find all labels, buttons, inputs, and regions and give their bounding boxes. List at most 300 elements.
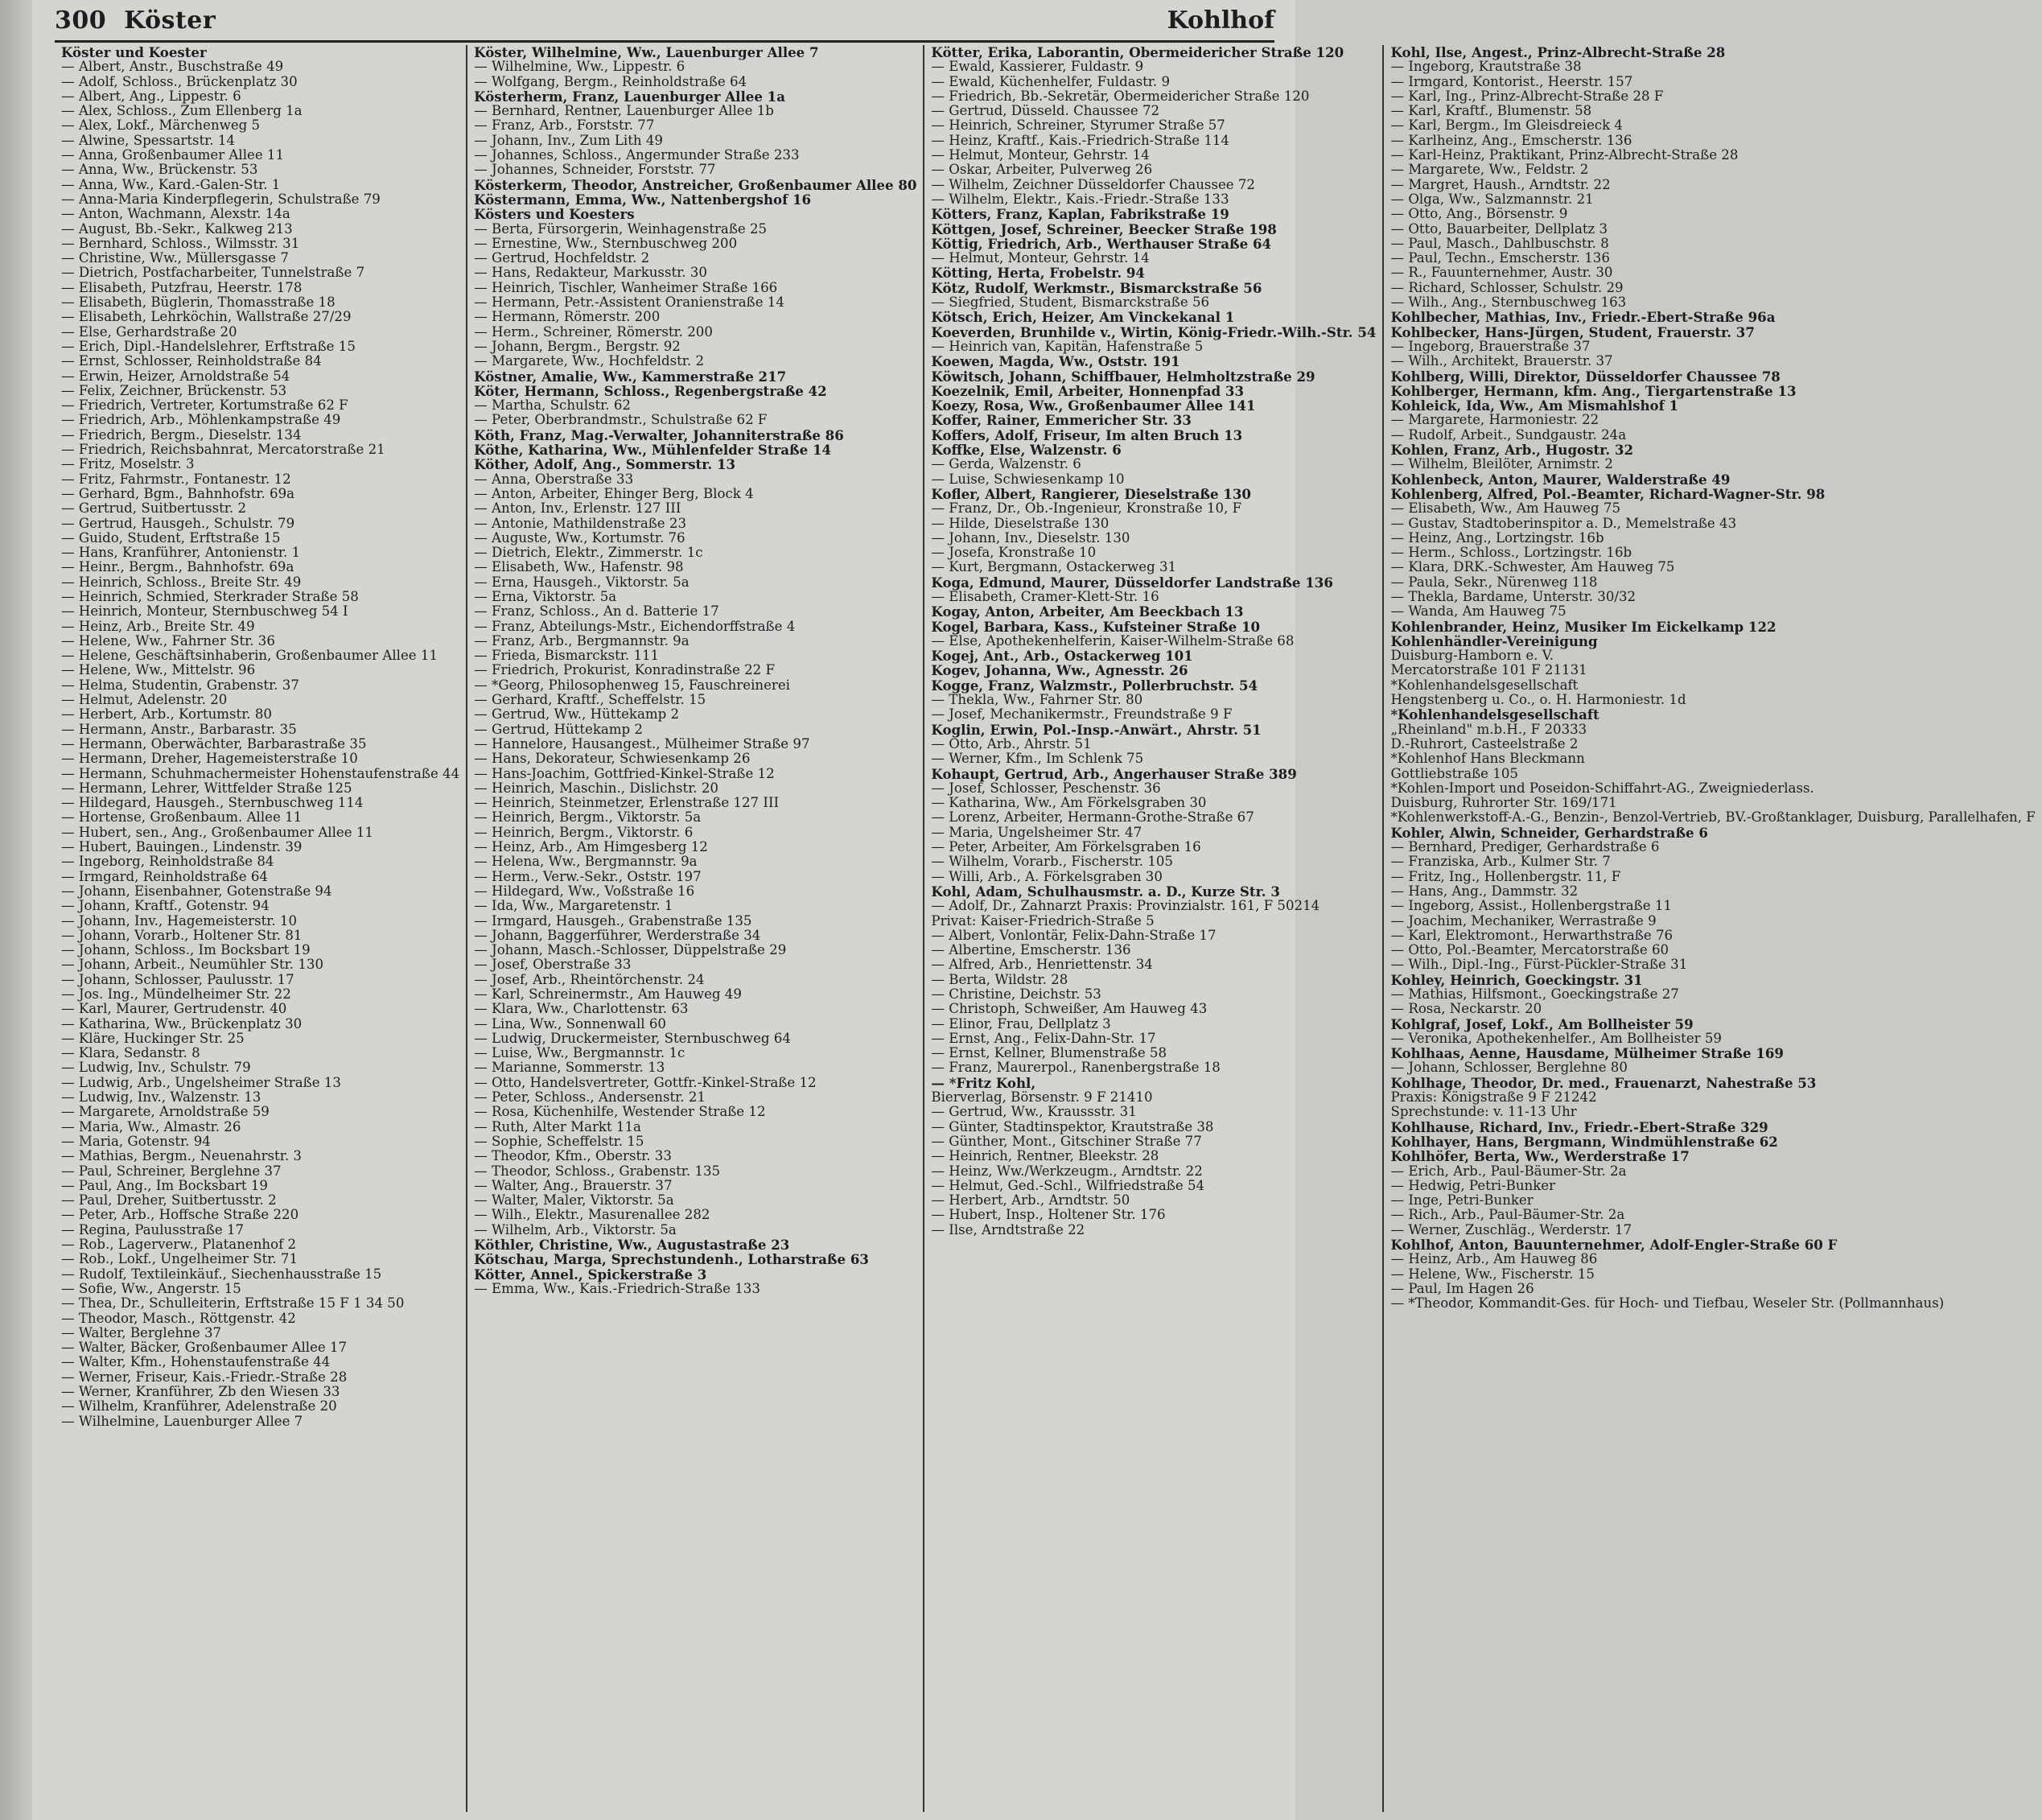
directory-heading: Kötters, Franz, Kaplan, Fabrikstraße 19 bbox=[931, 206, 1229, 223]
directory-entry: — Friedrich, Prokurist, Konradinstraße 22 F bbox=[474, 662, 775, 678]
column-2 bbox=[467, 45, 924, 1812]
directory-entry: — Sophie, Scheffelstr. 15 bbox=[474, 1133, 644, 1149]
directory-entry: — Paul, Schreiner, Berglehne 37 bbox=[61, 1163, 282, 1179]
directory-entry: — Ingeborg, Brauerstraße 37 bbox=[1390, 338, 1591, 354]
directory-entry: — Joachim, Mechaniker, Werrastraße 9 bbox=[1390, 912, 1657, 929]
directory-entry: „Rheinland" m.b.H., F 20333 bbox=[1390, 721, 1587, 737]
directory-heading: Kogev, Johanna, Ww., Agnesstr. 26 bbox=[931, 662, 1188, 679]
directory-heading: Kohlenbeck, Anton, Maurer, Walderstraße 49 bbox=[1390, 471, 1731, 488]
directory-entry: — Elisabeth, Cramer-Klett-Str. 16 bbox=[931, 588, 1159, 604]
directory-entry: — Sofie, Ww., Angerstr. 15 bbox=[61, 1280, 241, 1296]
directory-entry: — Walter, Berglehne 37 bbox=[61, 1324, 222, 1340]
directory-heading: Kohlberg, Willi, Direktor, Düsseldorfer Chaussee 78 bbox=[1390, 368, 1781, 385]
directory-entry: — Johann, Vorarb., Holtener Str. 81 bbox=[61, 927, 303, 943]
directory-entry: — Irmgard, Kontorist., Heerstr. 157 bbox=[1390, 73, 1633, 89]
directory-entry: — Walter, Ang., Brauerstr. 37 bbox=[474, 1177, 673, 1193]
directory-entry: — Johann, Inv., Dieselstr. 130 bbox=[931, 529, 1130, 546]
directory-entry: — Bernhard, Schloss., Wilmsstr. 31 bbox=[61, 235, 300, 251]
directory-heading: Kohlhof, Anton, Bauunternehmer, Adolf-Engler-Straße 60 F bbox=[1390, 1237, 1838, 1254]
directory-entry: — R., Fauunternehmer, Austr. 30 bbox=[1390, 265, 1613, 281]
directory-entry: — Hans, Ang., Dammstr. 32 bbox=[1390, 883, 1579, 899]
directory-entry: — Wilhelmine, Lauenburger Allee 7 bbox=[61, 1413, 303, 1429]
directory-entry: — Irmgard, Reinholdstraße 64 bbox=[61, 868, 268, 884]
directory-entry: — Paul, Dreher, Suitbertusstr. 2 bbox=[61, 1192, 277, 1209]
directory-heading: Kohlen, Franz, Arb., Hugostr. 32 bbox=[1390, 442, 1633, 459]
directory-heading: Koffke, Else, Walzenstr. 6 bbox=[931, 442, 1122, 459]
directory-entry: — Helmut, Adelenstr. 20 bbox=[61, 692, 228, 708]
directory-entry: Hengstenberg u. Co., o. H. Harmoniestr. 1d bbox=[1390, 692, 1686, 708]
directory-heading: Köthe, Katharina, Ww., Mühlenfelder Straße 14 bbox=[474, 442, 832, 459]
directory-heading: Köster, Wilhelmine, Ww., Lauenburger Allee 7 bbox=[474, 44, 819, 60]
directory-entry: — *Georg, Philosophenweg 15, Fauschreinerei bbox=[474, 677, 790, 693]
directory-entry: — Alwine, Spessartstr. 14 bbox=[61, 132, 236, 148]
directory-entry: — Josef, Arb., Rheintörchenstr. 24 bbox=[474, 971, 705, 987]
directory-entry: — Heinrich, Bergm., Viktorstr. 5a bbox=[474, 809, 702, 826]
directory-entry: *Kohlenwerkstoff-A.-G., Benzin-, Benzol-Vertrieb, BV.-Großtanklager, Duisburg, Parallelhafen, F bbox=[1390, 809, 2036, 826]
directory-entry: — Elisabeth, Ww., Hafenstr. 98 bbox=[474, 559, 684, 575]
directory-entry: — Anna, Ww., Brückenstr. 53 bbox=[61, 162, 258, 178]
directory-entry: — Peter, Arbeiter, Am Förkelsgraben 16 bbox=[931, 839, 1201, 855]
directory-entry: — Irmgard, Hausgeh., Grabenstraße 135 bbox=[474, 912, 752, 929]
directory-entry: — Helma, Studentin, Grabenstr. 37 bbox=[61, 677, 299, 693]
directory-entry: — *Theodor, Kommandit-Ges. für Hoch- und Tiefbau, Weseler Str. (Pollmannhaus) bbox=[1390, 1295, 1945, 1311]
directory-entry: — Johann, Schloss., Im Bocksbart 19 bbox=[61, 942, 311, 958]
directory-heading: Kösterherm, Franz, Lauenburger Allee 1a bbox=[474, 88, 785, 105]
directory-entry: — Erich, Dipl.-Handelslehrer, Erftstraße 15 bbox=[61, 338, 356, 354]
directory-entry: — Paul, Im Hagen 26 bbox=[1390, 1280, 1534, 1296]
directory-entry: — Heinr., Bergm., Bahnhofstr. 69a bbox=[61, 559, 294, 575]
directory-entry: — Richard, Schlosser, Schulstr. 29 bbox=[1390, 279, 1624, 295]
directory-entry: — Karl, Schreinermstr., Am Hauweg 49 bbox=[474, 986, 742, 1002]
directory-entry: — Hermann, Römerstr. 200 bbox=[474, 309, 661, 325]
directory-heading: Köter, Hermann, Schloss., Regenbergstraße 42 bbox=[474, 382, 827, 399]
directory-entry: — Karl, Ing., Prinz-Albrecht-Straße 28 F bbox=[1390, 88, 1664, 104]
directory-entry: — Werner, Friseur, Kais.-Friedr.-Straße 28 bbox=[61, 1369, 348, 1385]
directory-entry: — Lorenz, Arbeiter, Hermann-Grothe-Straße 67 bbox=[931, 809, 1254, 826]
directory-entry: — Ernst, Schlosser, Reinholdstraße 84 bbox=[61, 353, 322, 369]
header-left bbox=[55, 6, 233, 35]
column-3 bbox=[924, 45, 1384, 1812]
directory-entry: — Christoph, Schweißer, Am Hauweg 43 bbox=[931, 1001, 1208, 1017]
directory-heading: Köstner, Amalie, Ww., Kammerstraße 217 bbox=[474, 368, 787, 385]
directory-entry: — Heinz, Arb., Am Himgesberg 12 bbox=[474, 839, 708, 855]
directory-entry: — August, Bb.-Sekr., Kalkweg 213 bbox=[61, 220, 293, 237]
directory-entry: — Alfred, Arb., Henriettenstr. 34 bbox=[931, 957, 1153, 973]
directory-entry: — Werner, Kranführer, Zb den Wiesen 33 bbox=[61, 1384, 340, 1400]
directory-heading: Kohlenhändler-Vereinigung bbox=[1390, 632, 1598, 649]
directory-entry: — Johann, Inv., Hagemeisterstr. 10 bbox=[61, 912, 298, 929]
directory-entry: — Adolf, Dr., Zahnarzt Praxis: Provinzialstr. 161, F 50214 bbox=[931, 898, 1320, 914]
directory-entry: — Oskar, Arbeiter, Pulverweg 26 bbox=[931, 162, 1153, 178]
directory-entry: — Wilhelm, Zeichner Düsseldorfer Chaussee 72 bbox=[931, 176, 1255, 192]
directory-entry: — Otto, Bauarbeiter, Dellplatz 3 bbox=[1390, 220, 1608, 237]
directory-entry: Duisburg, Ruhrorter Str. 169/171 bbox=[1390, 795, 1617, 811]
directory-heading: Kogge, Franz, Walzmstr., Pollerbruchstr. 54 bbox=[931, 677, 1258, 694]
directory-entry: — Hans, Kranführer, Antonienstr. 1 bbox=[61, 545, 301, 561]
directory-entry: — Erwin, Heizer, Arnoldstraße 54 bbox=[61, 368, 290, 384]
directory-entry: — Heinrich, Tischler, Wanheimer Straße 166 bbox=[474, 279, 778, 295]
directory-entry: — Hermann, Anstr., Barbarastr. 35 bbox=[61, 721, 297, 737]
directory-entry: — Anna, Oberstraße 33 bbox=[474, 471, 634, 487]
directory-heading: Köther, Adolf, Ang., Sommerstr. 13 bbox=[474, 456, 736, 473]
directory-entry: — Hedwig, Petri-Bunker bbox=[1390, 1177, 1556, 1193]
directory-heading: Kohlgraf, Josef, Lokf., Am Bollheister 59 bbox=[1390, 1015, 1694, 1032]
directory-entry: — Bernhard, Prediger, Gerhardstraße 6 bbox=[1390, 839, 1660, 855]
directory-entry: — Johann, Schlosser, Paulusstr. 17 bbox=[61, 971, 294, 987]
directory-entry: — Emma, Ww., Kais.-Friedrich-Straße 133 bbox=[474, 1280, 760, 1296]
directory-entry: — Ingeborg, Reinholdstraße 84 bbox=[61, 854, 274, 870]
page-binding-shadow bbox=[0, 0, 32, 1820]
directory-entry: — Hildegard, Hausgeh., Sternbuschweg 114 bbox=[61, 795, 364, 811]
directory-entry: — Otto, Arb., Ahrstr. 51 bbox=[931, 735, 1092, 751]
directory-entry: — Ilse, Arndtstraße 22 bbox=[931, 1221, 1085, 1237]
directory-entry: — Katharina, Ww., Brückenplatz 30 bbox=[61, 1015, 303, 1031]
directory-entry: — Rudolf, Textileinkäuf., Siechenhausstraße 15 bbox=[61, 1266, 382, 1282]
directory-heading: Koffers, Adolf, Friseur, Im alten Bruch 13 bbox=[931, 426, 1243, 443]
directory-entry: — Antonie, Mathildenstraße 23 bbox=[474, 515, 687, 531]
directory-entry: — Ernestine, Ww., Sternbuschweg 200 bbox=[474, 235, 738, 251]
directory-entry: — Heinrich, Monteur, Sternbuschweg 54 I bbox=[61, 603, 348, 620]
directory-entry: — Luise, Ww., Bergmannstr. 1c bbox=[474, 1045, 685, 1061]
directory-entry: Mercatorstraße 101 F 21131 bbox=[1390, 662, 1587, 678]
directory-entry: — Helene, Ww., Fahrner Str. 36 bbox=[61, 632, 275, 649]
directory-entry: — Heinz, Arb., Am Hauweg 86 bbox=[1390, 1251, 1598, 1267]
directory-entry: — Günther, Mont., Gitschiner Straße 77 bbox=[931, 1133, 1202, 1149]
directory-entry: — Else, Apothekenhelferin, Kaiser-Wilhelm-Straße 68 bbox=[931, 632, 1295, 649]
directory-entry: — Ludwig, Inv., Walzenstr. 13 bbox=[61, 1089, 261, 1106]
directory-heading: Kohlenberg, Alfred, Pol.-Beamter, Richard-Wagner-Str. 98 bbox=[1390, 485, 1826, 502]
directory-entry: — Josef, Oberstraße 33 bbox=[474, 957, 632, 973]
directory-entry: — Klara, Ww., Charlottenstr. 63 bbox=[474, 1001, 689, 1017]
directory-entry: — Erna, Hausgeh., Viktorstr. 5a bbox=[474, 574, 690, 590]
directory-entry: — Inge, Petri-Bunker bbox=[1390, 1192, 1534, 1209]
directory-entry: — Walter, Bäcker, Großenbaumer Allee 17 bbox=[61, 1340, 348, 1356]
directory-entry: Sprechstunde: v. 11-13 Uhr bbox=[1390, 1104, 1577, 1120]
directory-entry: — Dietrich, Postfacharbeiter, Tunnelstraße 7 bbox=[61, 265, 365, 281]
directory-entry: — Helena, Ww., Bergmannstr. 9a bbox=[474, 854, 698, 870]
directory-heading: Köttig, Friedrich, Arb., Werthauser Straße 64 bbox=[931, 235, 1272, 252]
directory-entry: — Johann, Baggerführer, Werderstraße 34 bbox=[474, 927, 761, 943]
directory-entry: — Franz, Arb., Forststr. 77 bbox=[474, 117, 655, 134]
directory-entry: — Berta, Fürsorgerin, Weinhagenstraße 25 bbox=[474, 220, 768, 237]
directory-entry: — Klara, DRK.-Schwester, Am Hauweg 75 bbox=[1390, 559, 1675, 575]
directory-heading: Kohlbecher, Mathias, Inv., Friedr.-Ebert-Straße 96a bbox=[1390, 309, 1776, 326]
directory-entry: Bierverlag, Börsenstr. 9 F 21410 bbox=[931, 1089, 1153, 1106]
directory-entry: Praxis: Königstraße 9 F 21242 bbox=[1390, 1089, 1597, 1106]
directory-entry: — Friedrich, Reichsbahnrat, Mercatorstraße 21 bbox=[61, 442, 385, 458]
directory-heading: Kötsch, Erich, Heizer, Am Vinckekanal 1 bbox=[931, 309, 1235, 326]
header-keyword-left: Köster bbox=[124, 6, 216, 35]
directory-entry: — Thekla, Ww., Fahrner Str. 80 bbox=[931, 692, 1143, 708]
directory-heading: Kösterkerm, Theodor, Anstreicher, Großenbaumer Allee 80 bbox=[474, 176, 917, 193]
directory-entry: — Erich, Arb., Paul-Bäumer-Str. 2a bbox=[1390, 1163, 1627, 1179]
directory-entry: — Karl, Maurer, Gertrudenstr. 40 bbox=[61, 1001, 287, 1017]
directory-entry: — Anton, Wachmann, Alexstr. 14a bbox=[61, 206, 290, 222]
directory-entry: — Johann, Inv., Zum Lith 49 bbox=[474, 132, 663, 148]
directory-entry: — Gerhard, Bgm., Bahnhofstr. 69a bbox=[61, 485, 295, 501]
directory-entry: — Otto, Pol.-Beamter, Mercatorstraße 60 bbox=[1390, 942, 1669, 958]
directory-entry: — Fritz, Fahrmstr., Fontanestr. 12 bbox=[61, 471, 291, 487]
directory-entry: — Josef, Mechanikermstr., Freundstraße 9 F bbox=[931, 706, 1233, 723]
directory-entry: — Albert, Anstr., Buschstraße 49 bbox=[61, 59, 284, 75]
directory-entry: — Hilde, Dieselstraße 130 bbox=[931, 515, 1110, 531]
directory-entry: — Gertrud, Suitbertusstr. 2 bbox=[61, 500, 247, 517]
directory-entry: — Walter, Kfm., Hohenstaufenstraße 44 bbox=[61, 1354, 331, 1370]
directory-heading: Köthler, Christine, Ww., Augustastraße 23 bbox=[474, 1237, 790, 1254]
directory-entry: — Olga, Ww., Salzmannstr. 21 bbox=[1390, 191, 1594, 207]
directory-entry: — Gertrud, Hochfeldstr. 2 bbox=[474, 250, 650, 266]
directory-heading: Köwitsch, Johann, Schiffbauer, Helmholtzstraße 29 bbox=[931, 368, 1315, 385]
directory-entry: — Wilh., Elektr., Masurenallee 282 bbox=[474, 1207, 710, 1223]
directory-entry: — Theodor, Kfm., Oberstr. 33 bbox=[474, 1148, 672, 1164]
directory-entry: — Helmut, Monteur, Gehrstr. 14 bbox=[931, 147, 1150, 163]
directory-entry: — Elinor, Frau, Dellplatz 3 bbox=[931, 1015, 1111, 1031]
directory-entry: — Heinrich, Schloss., Breite Str. 49 bbox=[61, 574, 302, 590]
directory-entry: — Gustav, Stadtoberinspitor a. D., Memelstraße 43 bbox=[1390, 515, 1737, 531]
directory-entry: — Karlheinz, Ang., Emscherstr. 136 bbox=[1390, 132, 1632, 148]
directory-entry: — Paul, Techn., Emscherstr. 136 bbox=[1390, 250, 1610, 266]
directory-heading: Kötting, Herta, Frobelstr. 94 bbox=[931, 265, 1145, 282]
directory-entry: — Theodor, Masch., Röttgenstr. 42 bbox=[61, 1310, 296, 1326]
directory-entry: — Heinrich, Bergm., Viktorstr. 6 bbox=[474, 824, 694, 840]
directory-entry: — Heinz, Ww./Werkzeugm., Arndtstr. 22 bbox=[931, 1163, 1203, 1179]
directory-entry: — Ernst, Ang., Felix-Dahn-Str. 17 bbox=[931, 1030, 1156, 1046]
directory-entry: — Helene, Geschäftsinhaberin, Großenbaumer Allee 11 bbox=[61, 648, 438, 664]
directory-entry: — Elisabeth, Ww., Am Hauweg 75 bbox=[1390, 500, 1620, 517]
directory-entry: — Siegfried, Student, Bismarckstraße 56 bbox=[931, 294, 1210, 311]
directory-columns bbox=[55, 44, 2036, 1812]
directory-entry: — Paul, Masch., Dahlbuschstr. 8 bbox=[1390, 235, 1609, 251]
directory-entry: — Herbert, Arb., Kortumstr. 80 bbox=[61, 706, 272, 723]
directory-entry: — Felix, Zeichner, Brückenstr. 53 bbox=[61, 382, 287, 398]
directory-heading: Kohlbecker, Hans-Jürgen, Student, Frauerstr. 37 bbox=[1390, 323, 1755, 340]
directory-entry: — Thekla, Bardame, Unterstr. 30/32 bbox=[1390, 588, 1636, 604]
directory-entry: — Friedrich, Vertreter, Kortumstraße 62 F bbox=[61, 397, 348, 414]
column-1 bbox=[55, 45, 467, 1812]
directory-entry: — Maria, Ungelsheimer Str. 47 bbox=[931, 824, 1142, 840]
directory-entry: — Heinrich, Steinmetzer, Erlenstraße 127 III bbox=[474, 795, 780, 811]
directory-entry: — Albert, Vonlontär, Felix-Dahn-Straße 17 bbox=[931, 927, 1217, 943]
directory-entry: — Margarete, Ww., Feldstr. 2 bbox=[1390, 162, 1589, 178]
directory-entry: — Helene, Ww., Mittelstr. 96 bbox=[61, 662, 256, 678]
directory-entry: — Anton, Inv., Erlenstr. 127 III bbox=[474, 500, 681, 517]
directory-entry: — Berta, Wildstr. 28 bbox=[931, 971, 1068, 987]
directory-entry: — Else, Gerhardstraße 20 bbox=[61, 323, 237, 340]
directory-entry: — Herm., Schloss., Lortzingstr. 16b bbox=[1390, 545, 1632, 561]
directory-entry: — Friedrich, Arb., Möhlenkampstraße 49 bbox=[61, 412, 341, 428]
directory-entry: — Hans-Joachim, Gottfried-Kinkel-Straße 12 bbox=[474, 765, 775, 781]
directory-entry: — Gerda, Walzenstr. 6 bbox=[931, 456, 1081, 472]
directory-entry: — Ingeborg, Assist., Hollenbergstraße 11 bbox=[1390, 898, 1672, 914]
directory-heading: Kohlhause, Richard, Inv., Friedr.-Ebert-Straße 329 bbox=[1390, 1118, 1768, 1135]
directory-entry: — Theodor, Schloss., Grabenstr. 135 bbox=[474, 1163, 721, 1179]
directory-entry: — Werner, Zuschläg., Werderstr. 17 bbox=[1390, 1221, 1632, 1237]
directory-heading: Kohlhage, Theodor, Dr. med., Frauenarzt, Nahestraße 53 bbox=[1390, 1074, 1817, 1091]
directory-entry: — Heinz, Ang., Lortzingstr. 16b bbox=[1390, 529, 1604, 546]
directory-entry: — Wilhelm, Elektr., Kais.-Friedr.-Straße 133 bbox=[931, 191, 1229, 207]
directory-entry: — Ewald, Küchenhelfer, Fuldastr. 9 bbox=[931, 73, 1171, 89]
directory-entry: — Marianne, Sommerstr. 13 bbox=[474, 1060, 665, 1076]
directory-entry: — Johannes, Schloss., Angermunder Straße 233 bbox=[474, 147, 800, 163]
directory-entry: — Kläre, Huckinger Str. 25 bbox=[61, 1030, 245, 1046]
directory-entry: — Herbert, Arb., Arndtstr. 50 bbox=[931, 1192, 1130, 1209]
directory-entry: — Ludwig, Arb., Ungelsheimer Straße 13 bbox=[61, 1074, 341, 1090]
directory-entry: — Elisabeth, Büglerin, Thomasstraße 18 bbox=[61, 294, 336, 311]
directory-heading: Kohlenbrander, Heinz, Musiker Im Eickelkamp 122 bbox=[1390, 618, 1776, 635]
directory-entry: — Peter, Arb., Hoffsche Straße 220 bbox=[61, 1207, 299, 1223]
directory-entry: — Elisabeth, Putzfrau, Heerstr. 178 bbox=[61, 279, 303, 295]
directory-entry: — Albert, Ang., Lippestr. 6 bbox=[61, 88, 241, 104]
directory-entry: — Kurt, Bergmann, Ostackerweg 31 bbox=[931, 559, 1177, 575]
directory-entry: — Klara, Sedanstr. 8 bbox=[61, 1045, 200, 1061]
directory-entry: — Mathias, Bergm., Neuenahrstr. 3 bbox=[61, 1148, 302, 1164]
directory-entry: — Christine, Ww., Müllersgasse 7 bbox=[61, 250, 289, 266]
directory-entry: — Anna, Ww., Kard.-Galen-Str. 1 bbox=[61, 176, 281, 192]
directory-entry: — Hortense, Großenbaum. Allee 11 bbox=[61, 809, 303, 826]
directory-entry: — Gertrud, Hüttekamp 2 bbox=[474, 721, 643, 737]
directory-heading: Kötz, Rudolf, Werkmstr., Bismarckstraße 56 bbox=[931, 279, 1262, 296]
directory-heading: Kogel, Barbara, Kass., Kufsteiner Straße 10 bbox=[931, 618, 1261, 635]
directory-heading: Kösters und Koesters bbox=[474, 206, 635, 223]
directory-entry: — Wilh., Architekt, Brauerstr. 37 bbox=[1390, 353, 1613, 369]
directory-heading: Kohaupt, Gertrud, Arb., Angerhauser Straße 389 bbox=[931, 765, 1297, 782]
directory-entry: — Auguste, Ww., Kortumstr. 76 bbox=[474, 529, 685, 546]
directory-entry: — Margarete, Ww., Hochfeldstr. 2 bbox=[474, 353, 705, 369]
directory-entry: — Wilhelm, Kranführer, Adelenstraße 20 bbox=[61, 1398, 337, 1414]
column-4 bbox=[1384, 45, 2041, 1812]
directory-entry: — Rob., Lokf., Ungelheimer Str. 71 bbox=[61, 1251, 298, 1267]
directory-entry: — Jos. Ing., Mündelheimer Str. 22 bbox=[61, 986, 291, 1002]
directory-entry: — Guido, Student, Erftstraße 15 bbox=[61, 529, 281, 546]
directory-entry: — Ruth, Alter Markt 11a bbox=[474, 1118, 641, 1134]
directory-heading: Kohleick, Ida, Ww., Am Mismahlshof 1 bbox=[1390, 397, 1679, 414]
directory-entry: — Rob., Lagerverw., Platanenhof 2 bbox=[61, 1237, 297, 1253]
directory-entry: — Josefa, Kronstraße 10 bbox=[931, 545, 1097, 561]
directory-entry: *Kohlenhandelsgesellschaft bbox=[1390, 677, 1579, 693]
directory-entry: — Karl, Bergm., Im Gleisdreieck 4 bbox=[1390, 117, 1623, 134]
directory-entry: — Johann, Arbeit., Neumühler Str. 130 bbox=[61, 957, 324, 973]
directory-heading: Koga, Edmund, Maurer, Düsseldorfer Landstraße 136 bbox=[931, 574, 1333, 591]
directory-heading: *Kohlenhandelsgesellschaft bbox=[1390, 706, 1599, 723]
directory-entry: — Heinrich, Schreiner, Styrumer Straße 57 bbox=[931, 117, 1225, 134]
directory-heading: Kohlhaas, Aenne, Hausdame, Mülheimer Straße 169 bbox=[1390, 1045, 1784, 1062]
directory-entry: — Gertrud, Düsseld. Chaussee 72 bbox=[931, 103, 1160, 119]
directory-heading: — *Fritz Kohl, bbox=[931, 1074, 1036, 1091]
directory-entry: — Mathias, Hilfsmont., Goeckingstraße 27 bbox=[1390, 986, 1679, 1002]
directory-entry: — Albertine, Emscherstr. 136 bbox=[931, 942, 1131, 958]
page-number: 300 bbox=[55, 6, 107, 35]
directory-entry: — Adolf, Schloss., Brückenplatz 30 bbox=[61, 73, 298, 89]
directory-entry: — Regina, Paulusstraße 17 bbox=[61, 1221, 245, 1237]
directory-entry: — Lina, Ww., Sonnenwall 60 bbox=[474, 1015, 666, 1031]
directory-entry: — Hildegard, Ww., Voßstraße 16 bbox=[474, 883, 695, 899]
directory-heading: Köttgen, Josef, Schreiner, Beecker Straße 198 bbox=[931, 220, 1277, 237]
directory-entry: — Alex, Lokf., Märchenweg 5 bbox=[61, 117, 261, 134]
directory-entry: — Hans, Dekorateur, Schwiesenkamp 26 bbox=[474, 751, 751, 767]
directory-heading: Koezy, Rosa, Ww., Großenbaumer Allee 141 bbox=[931, 397, 1256, 414]
directory-heading: Kogay, Anton, Arbeiter, Am Beeckbach 13 bbox=[931, 603, 1244, 620]
directory-entry: — Wilhelm, Arb., Viktorstr. 5a bbox=[474, 1221, 677, 1237]
directory-entry: — Wolfgang, Bergm., Reinholdstraße 64 bbox=[474, 73, 747, 89]
directory-entry: — Anna, Großenbaumer Allee 11 bbox=[61, 147, 285, 163]
directory-entry: D.-Ruhrort, Casteelstraße 2 bbox=[1390, 735, 1579, 751]
directory-entry: — Helmut, Monteur, Gehrstr. 14 bbox=[931, 250, 1150, 266]
directory-entry: — Hans, Redakteur, Markusstr. 30 bbox=[474, 265, 707, 281]
directory-entry: — Franz, Abteilungs-Mstr., Eichendorffstraße 4 bbox=[474, 618, 796, 634]
directory-entry: — Wilhelm, Bleilöter, Arnimstr. 2 bbox=[1390, 456, 1613, 472]
directory-entry: — Rich., Arb., Paul-Bäumer-Str. 2a bbox=[1390, 1207, 1625, 1223]
header-keyword-right: Kohlhof bbox=[1167, 6, 1274, 35]
directory-entry: — Peter, Oberbrandmstr., Schulstraße 62 F bbox=[474, 412, 768, 428]
directory-entry: *Kohlen-Import und Poseidon-Schiffahrt-AG., Zweigniederlass. bbox=[1390, 780, 1814, 796]
directory-entry: — Wilh., Dipl.-Ing., Fürst-Pückler-Straße 31 bbox=[1390, 957, 1688, 973]
directory-entry: — Johann, Kraftf., Gotenstr. 94 bbox=[61, 898, 270, 914]
directory-entry: — Johann, Bergm., Bergstr. 92 bbox=[474, 338, 681, 354]
directory-heading: Kötter, Erika, Laborantin, Obermeidericher Straße 120 bbox=[931, 44, 1344, 60]
directory-entry: — Otto, Ang., Börsenstr. 9 bbox=[1390, 206, 1568, 222]
directory-entry: — Franz, Schloss., An d. Batterie 17 bbox=[474, 603, 719, 620]
directory-entry: — Gertrud, Ww., Kraussstr. 31 bbox=[931, 1104, 1137, 1120]
directory-entry: — Hermann, Oberwächter, Barbarastraße 35 bbox=[61, 735, 367, 751]
directory-entry: — Wilhelm, Vorarb., Fischerstr. 105 bbox=[931, 854, 1173, 870]
directory-heading: Kofler, Albert, Rangierer, Dieselstraße 130 bbox=[931, 485, 1251, 502]
directory-heading: Koglin, Erwin, Pol.-Insp.-Anwärt., Ahrstr. 51 bbox=[931, 721, 1262, 738]
directory-entry: Gottliebstraße 105 bbox=[1390, 765, 1518, 781]
directory-entry: — Friedrich, Bergm., Dieselstr. 134 bbox=[61, 426, 302, 443]
directory-entry: — Wilhelmine, Ww., Lippestr. 6 bbox=[474, 59, 685, 75]
directory-entry: — Josef, Schlosser, Peschenstr. 36 bbox=[931, 780, 1161, 796]
directory-entry: — Erna, Viktorstr. 5a bbox=[474, 588, 617, 604]
directory-entry: — Hubert, Bauingen., Lindenstr. 39 bbox=[61, 839, 303, 855]
directory-heading: Koeverden, Brunhilde v., Wirtin, König-Friedr.-Wilh.-Str. 54 bbox=[931, 323, 1377, 340]
directory-entry: — Ingeborg, Krautstraße 38 bbox=[1390, 59, 1582, 75]
directory-entry: — Margarete, Harmoniestr. 22 bbox=[1390, 412, 1599, 428]
directory-entry: — Paul, Ang., Im Bocksbart 19 bbox=[61, 1177, 268, 1193]
directory-entry: — Franz, Maurerpol., Ranenbergstraße 18 bbox=[931, 1060, 1221, 1076]
directory-entry: — Heinrich, Schmied, Sterkrader Straße 58 bbox=[61, 588, 359, 604]
directory-entry: — Ludwig, Inv., Schulstr. 79 bbox=[61, 1060, 251, 1076]
directory-entry: — Herm., Verw.-Sekr., Oststr. 197 bbox=[474, 868, 702, 884]
directory-entry: — Werner, Kfm., Im Schlenk 75 bbox=[931, 751, 1144, 767]
directory-entry: — Otto, Handelsvertreter, Gottfr.-Kinkel-Straße 12 bbox=[474, 1074, 817, 1090]
directory-entry: — Bernhard, Rentner, Lauenburger Allee 1b bbox=[474, 103, 774, 119]
directory-entry: — Willi, Arb., A. Förkelsgraben 30 bbox=[931, 868, 1163, 884]
directory-entry: — Fritz, Moselstr. 3 bbox=[61, 456, 195, 472]
directory-entry: — Hubert, Insp., Holtener Str. 176 bbox=[931, 1207, 1166, 1223]
directory-entry: — Paula, Sekr., Nürenweg 118 bbox=[1390, 574, 1598, 590]
directory-entry: — Hermann, Petr.-Assistent Oranienstraße 14 bbox=[474, 294, 784, 311]
directory-entry: — Karl, Kraftf., Blumenstr. 58 bbox=[1390, 103, 1592, 119]
directory-heading: Kohley, Heinrich, Goeckingstr. 31 bbox=[1390, 971, 1643, 988]
directory-entry: — Johann, Schlosser, Berglehne 80 bbox=[1390, 1060, 1628, 1076]
directory-entry: — Alex, Schloss., Zum Ellenberg 1a bbox=[61, 103, 303, 119]
directory-heading: Kohlhayer, Hans, Bergmann, Windmühlenstraße 62 bbox=[1390, 1133, 1778, 1150]
directory-heading: Kötschau, Marga, Sprechstundenh., Lotharstraße 63 bbox=[474, 1251, 869, 1268]
directory-heading: Kohlhöfer, Berta, Ww., Werderstraße 17 bbox=[1390, 1148, 1690, 1165]
directory-entry: Duisburg-Hamborn e. V. bbox=[1390, 648, 1554, 664]
directory-entry: — Maria, Gotenstr. 94 bbox=[61, 1133, 211, 1149]
directory-entry: — Franz, Dr., Ob.-Ingenieur, Kronstraße 10, F bbox=[931, 500, 1242, 517]
directory-entry: — Fritz, Ing., Hollenbergstr. 11, F bbox=[1390, 868, 1621, 884]
directory-heading: Kohl, Adam, Schulhausmstr. a. D., Kurze Str. 3 bbox=[931, 883, 1280, 900]
directory-entry: — Frieda, Bismarckstr. 111 bbox=[474, 648, 660, 664]
directory-heading: Kohl, Ilse, Angest., Prinz-Albrecht-Straße 28 bbox=[1390, 44, 1726, 60]
directory-heading: Koffer, Rainer, Emmericher Str. 33 bbox=[931, 412, 1192, 429]
directory-entry: — Luise, Schwiesenkamp 10 bbox=[931, 471, 1125, 487]
directory-entry: — Franziska, Arb., Kulmer Str. 7 bbox=[1390, 854, 1611, 870]
directory-entry: — Herm., Schreiner, Römerstr. 200 bbox=[474, 323, 713, 340]
directory-entry: — Hermann, Lehrer, Wittfelder Straße 125 bbox=[61, 780, 352, 796]
